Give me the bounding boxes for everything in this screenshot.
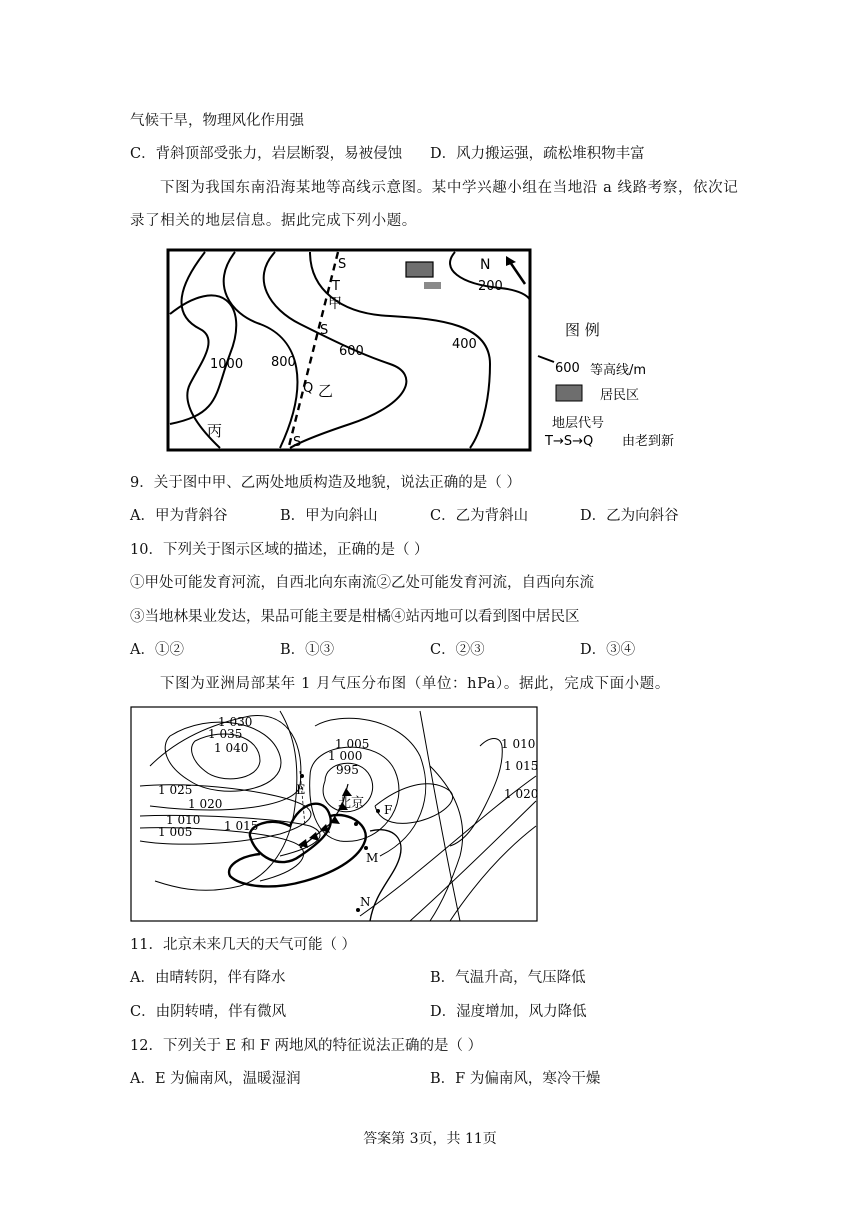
statement-line: ①甲处可能发育河流，自西北向东南流②乙处可能发育河流，自西向东流: [130, 575, 594, 591]
option-b: B．F 为偏南风，寒冷干燥: [430, 1071, 601, 1087]
strata-label: S: [320, 323, 329, 338]
isobar-label: 1 035: [208, 727, 243, 741]
question-12: 12．下列关于 E 和 F 两地风的特征说法正确的是（ ）: [130, 1038, 483, 1054]
isobar-label: 1 015: [504, 759, 538, 773]
isobar-label: 1 030: [218, 715, 253, 729]
option-c: C．乙为背斜山: [430, 508, 529, 524]
question-11: 11．北京未来几天的天气可能（ ）: [130, 937, 357, 953]
option-b: B．①③: [280, 642, 335, 658]
contour-value-label: 400: [452, 337, 477, 352]
point-beijing-label: 北京: [338, 796, 365, 811]
option-a: A．E 为偏南风，温暖湿润: [130, 1071, 301, 1087]
point-beijing-marker: [354, 822, 358, 826]
option-d-prev: D．风力搬运强，疏松堆积物丰富: [430, 146, 645, 162]
isobar-label: 1 010: [166, 813, 201, 827]
legend-strata-seq: T→S→Q: [545, 434, 594, 449]
question-10: 10．下列关于图示区域的描述，正确的是（ ）: [130, 542, 429, 558]
point-e-marker: [300, 774, 304, 778]
isobar-label: 1 040: [214, 741, 249, 755]
legend-residential-swatch: [556, 385, 582, 401]
option-b: B．气温升高，气压降低: [430, 970, 586, 986]
point-e-label: E: [296, 783, 306, 798]
north-arrow-icon: [510, 262, 525, 284]
question-9: 9．关于图中甲、乙两处地质构造及地貌，说法正确的是（ ）: [130, 475, 521, 491]
option-d: D．乙为向斜谷: [580, 508, 679, 524]
point-n-label: N: [360, 895, 371, 909]
text-line: 气候干旱，物理风化作用强: [130, 113, 304, 129]
residential-area: [406, 262, 433, 277]
residential-area: [424, 282, 441, 289]
place-label-bing: 丙: [207, 422, 223, 440]
legend-contour-label: 等高线/m: [590, 363, 647, 378]
place-label-yi: 乙: [318, 382, 334, 400]
legend-contour-icon: [538, 356, 554, 362]
strata-label: Q: [303, 381, 314, 396]
option-d: D．湿度增加，风力降低: [430, 1004, 587, 1020]
isobar-label: 1 005: [335, 737, 370, 751]
strata-label: S: [338, 257, 347, 272]
page-footer: 答案第 3页，共 11页: [363, 1131, 497, 1147]
statement-line: ③当地林果业发达，果品可能主要是柑橘④站丙地可以看到图中居民区: [130, 609, 580, 625]
option-a: A．甲为背斜谷: [130, 508, 228, 524]
option-b: B．甲为向斜山: [280, 508, 378, 524]
contour-value-label: 200: [478, 279, 503, 294]
contour-value-label: 600: [339, 344, 364, 359]
pressure-map-figure: [130, 706, 538, 922]
point-m-marker: [364, 846, 368, 850]
option-c: C．②③: [430, 642, 485, 658]
option-c-prev: C．背斜顶部受张力，岩层断裂，易被侵蚀: [130, 146, 403, 162]
intro-text: 下图为我国东南沿海某地等高线示意图。某中学兴趣小组在当地沿 a 线路考察，依次记: [160, 180, 739, 196]
contour-line-800: [224, 252, 298, 448]
legend-strata-note: 由老到新: [622, 434, 675, 449]
point-f-label: F: [384, 803, 393, 817]
option-c: C．由阴转晴，伴有微风: [130, 1004, 287, 1020]
contour-value-label: 800: [271, 355, 296, 370]
option-a: A．由晴转阴，伴有降水: [130, 970, 286, 986]
isobar-label: 1 005: [158, 825, 193, 839]
legend-title: 图 例: [565, 321, 600, 339]
isobar-label: 1 020: [504, 787, 538, 801]
isobar-label: 1 025: [158, 783, 193, 797]
intro-text: 下图为亚洲局部某年 1 月气压分布图（单位：hPa）。据此，完成下面小题。: [160, 676, 670, 692]
route-line-a: [288, 252, 338, 450]
point-m-label: M: [366, 851, 379, 865]
point-f-marker: [376, 809, 380, 813]
isobar-label: 1 020: [188, 797, 223, 811]
option-a: A．①②: [130, 642, 184, 658]
legend-strata-title: 地层代号: [552, 416, 605, 431]
strata-label: T: [332, 279, 340, 294]
place-label-jia: 甲: [328, 296, 342, 312]
contour-value-label: 1000: [210, 357, 244, 372]
north-label: N: [480, 257, 491, 273]
option-d: D．③④: [580, 642, 636, 658]
isobar-label: 995: [336, 763, 359, 777]
isobar-label: 1 015: [224, 819, 259, 833]
contour-map-figure: [160, 244, 700, 456]
intro-text: 录了相关的地层信息。据此完成下列小题。: [130, 213, 417, 229]
isobar-label: 1 010: [501, 737, 536, 751]
legend-residential-label: 居民区: [600, 388, 640, 403]
strata-label: S: [293, 435, 302, 450]
isobar-label: 1 000: [328, 749, 363, 763]
legend-contour-value: 600: [555, 361, 580, 376]
